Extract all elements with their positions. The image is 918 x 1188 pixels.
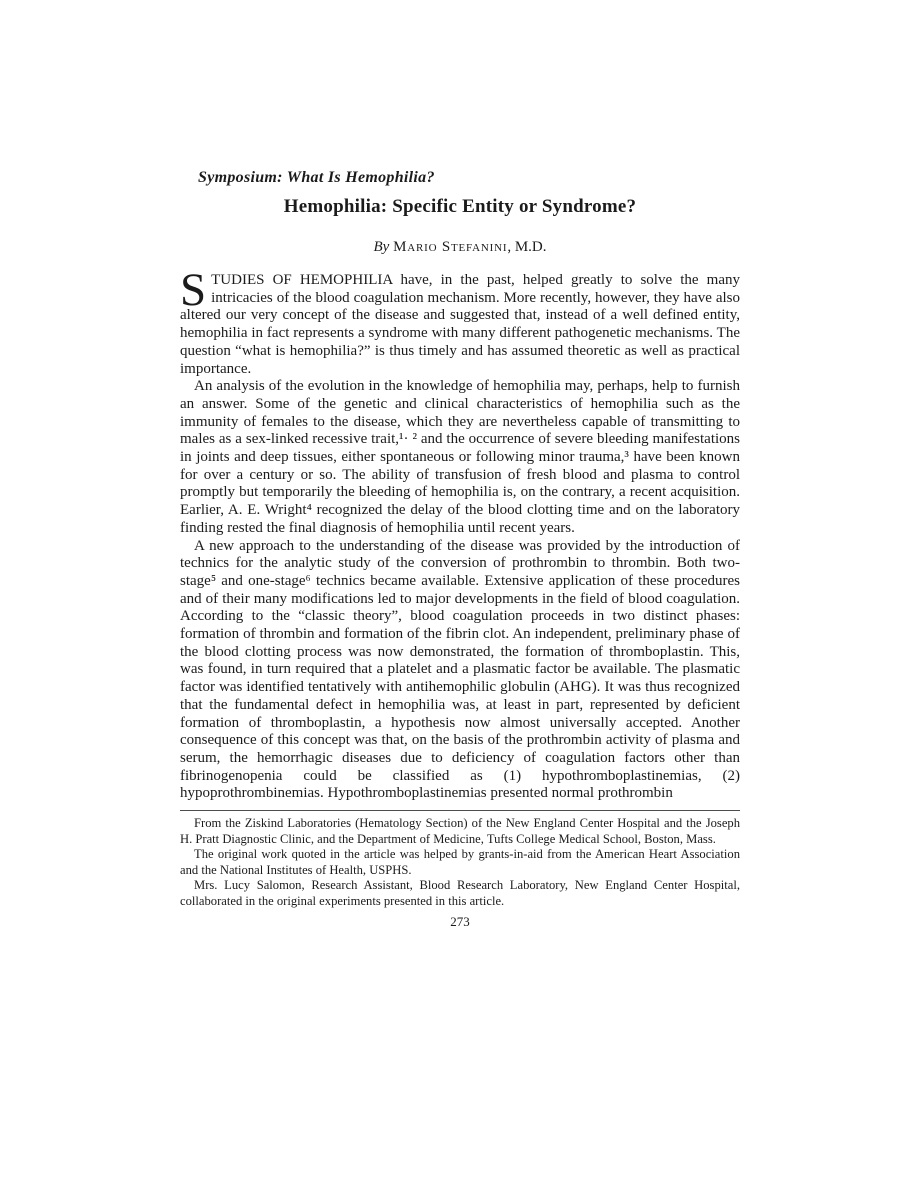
footnote-grants: The original work quoted in the article was helped by grants-in-aid from the American Heart Association and the National Institutes of Health, USPHS. xyxy=(180,847,740,877)
paragraph-1-text: TUDIES OF HEMOPHILIA have, in the past, helped greatly to solve the many intricacies of the blood coagulation mechanism. More recently, however, they have also altered our very concept of the disease and suggested that, instead of a well defined entity, hemophilia in fact represents a syndrome with many different pathogenetic mechanisms. The question “what is hemophilia?” is thus timely and has assumed theoretic as well as practical importance. xyxy=(180,272,740,377)
byline-degree: , M.D. xyxy=(507,239,547,255)
paragraph-1 xyxy=(180,264,740,378)
byline-by-label: By xyxy=(373,239,390,255)
dropcap-letter: S xyxy=(180,264,207,316)
page-number: 273 xyxy=(450,913,470,929)
footnotes-section xyxy=(180,816,740,910)
footnote-acknowledgment: Mrs. Lucy Salomon, Research Assistant, Blood Research Laboratory, New England Center Hospital, collaborated in the original experiments presented in this article. xyxy=(180,878,740,909)
byline-author-name: Mario Stefanini xyxy=(393,239,508,255)
paragraph-2: An analysis of the evolution in the knowledge of hemophilia may, perhaps, help to furnish an answer. Some of the genetic and clinical characteristics of hemophilia such as the immunity of females to the disease, which they are nevertheless capable of transmitting to males as a sex-linked recessive trait,¹· ² and the occurrence of severe bleeding manifestations in joints and deep tissues, either spontaneous or following minor trauma,³ have been known for over a century or so. The ability of transfusion of fresh blood and plasma to control promptly but temporarily the bleeding of hemophilia is, on the contrary, a recent acquisition. Earlier, A. E. Wright⁴ recognized the delay of the blood clotting time and on the laboratory finding rested the final diagnosis of hemophilia until recent years. xyxy=(180,378,740,536)
footnote-divider-rule xyxy=(180,810,740,811)
article-body xyxy=(180,264,740,803)
article-title: Hemophilia: Specific Entity or Syndrome? xyxy=(283,196,637,217)
byline xyxy=(180,238,740,256)
paragraph-3: A new approach to the understanding of the disease was provided by the introduction of technics for the analytic study of the conversion of prothrombin to thrombin. Both two-stage⁵ and one-stage⁶ technics became available. Extensive application of these procedures and of their many modifications led to major developments in the field of blood coagulation. According to the “classic theory”, blood coagulation proceeds in two distinct phases: formation of thrombin and formation of the fibrin clot. An independent, preliminary phase of the blood clotting process was now demonstrated, the formation of thromboplastin. This, was found, in turn required that a platelet and a plasmatic factor be available. The plasmatic factor was identified tentatively with antihemophilic globulin (AHG). It was thus recognized that the fundamental defect in hemophilia was, at least in part, represented by deficient formation of thromboplastin, a hypothesis now almost universally accepted. Another consequence of this concept was that, on the basis of the prothrombin activity of plasma and serum, the hemorrhagic diseases due to deficiency of coagulation factors other than fibrinogenopenia could be classified as (1) hypothromboplastinemias, (2) hypoprothrombinemias. Hypothromboplastinemias presented normal prothrombin xyxy=(180,537,740,802)
footnote-affiliation: From the Ziskind Laboratories (Hematology Section) of the New England Center Hospital and the Joseph H. Pratt Diagnostic Clinic, and the Department of Medicine, Tufts College Medical School, Boston, Mass. xyxy=(180,816,740,846)
symposium-heading: Symposium: What Is Hemophilia? xyxy=(198,169,435,186)
article-column xyxy=(180,168,740,930)
